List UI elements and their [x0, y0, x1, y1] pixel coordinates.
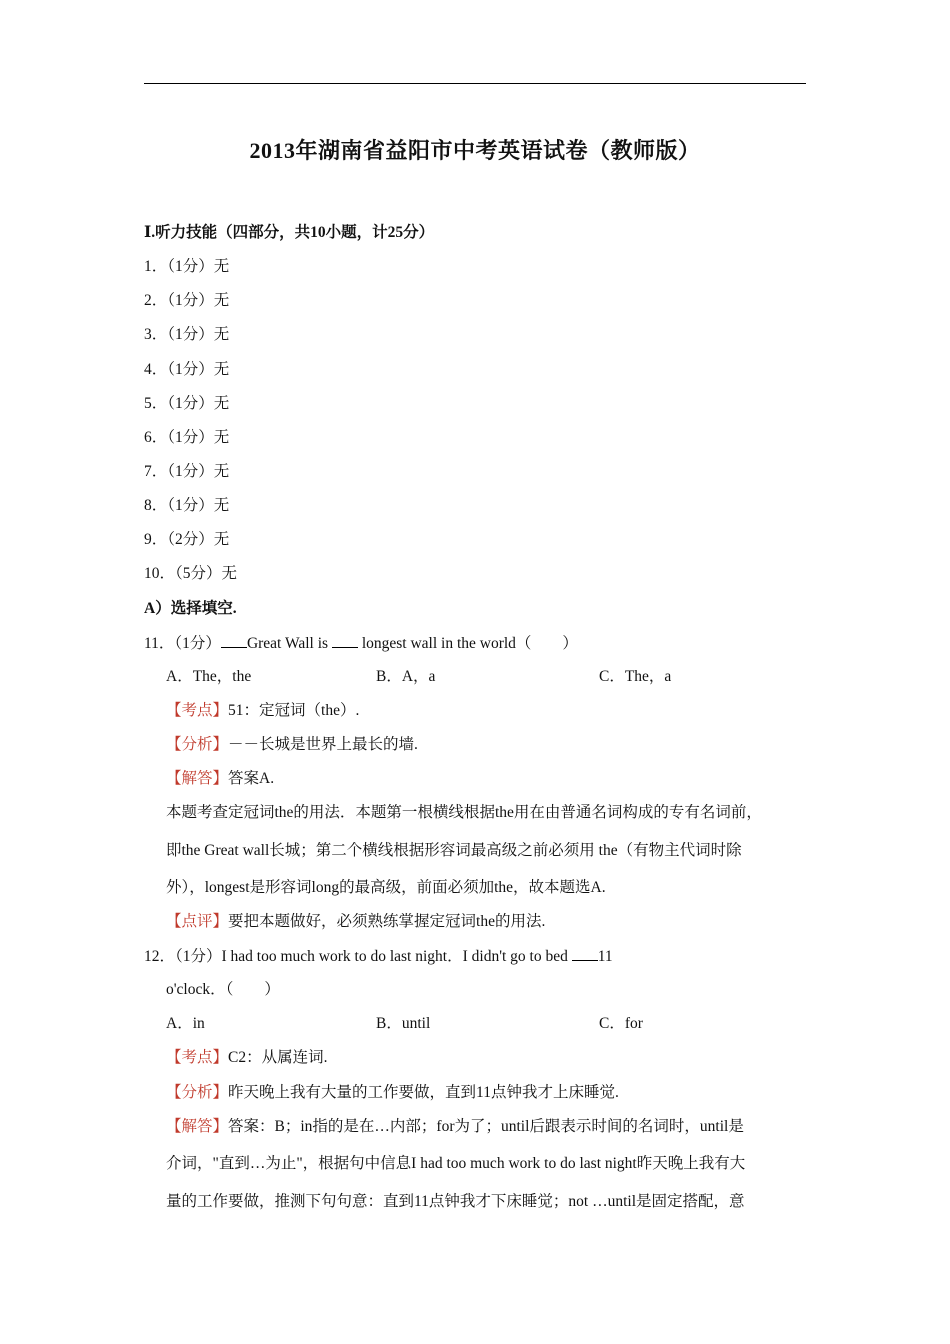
answer-blank [221, 633, 247, 648]
question-number: 11．（1分） [144, 635, 221, 652]
jieda-tag: 【解答】 [166, 770, 229, 787]
section-listening-heading: Ⅰ.听力技能（四部分，共10小题，计25分） [144, 224, 435, 241]
listening-item: 2．（1分）无 [144, 292, 230, 309]
page-title: 2013年湖南省益阳市中考英语试卷（教师版） [249, 138, 701, 163]
option-a: A．The，the [166, 668, 252, 685]
explanation-line: 量的工作要做，推测下句句意：直到11点钟我才下床睡觉；not …until是固定搭配，意 [166, 1193, 745, 1210]
question-12-stem: 12．（1分）I had too much work to do last night．I didn't go to bed 11 [144, 948, 613, 965]
listening-item: 6．（1分）无 [144, 429, 230, 446]
option-b: B．A，a [376, 668, 436, 685]
listening-item: 3．（1分）无 [144, 326, 230, 343]
header-rule [144, 83, 806, 84]
explanation-line: 外），longest是形容词long的最高级，前面必须加the，故本题选A. [166, 879, 606, 896]
listening-item: 5．（1分）无 [144, 395, 230, 412]
option-a: A．in [166, 1015, 205, 1032]
answer-blank [572, 946, 598, 961]
listening-item: 8．（1分）无 [144, 497, 230, 514]
jieda-line: 【解答】答案：B；in指的是在…内部；for为了；until后跟表示时间的名词时，until是 [166, 1118, 744, 1135]
question-11-stem: 11．（1分） Great Wall is longest wall in the world（ ） [144, 635, 578, 652]
fenxi-line: 【分析】－－长城是世界上最长的墙. [166, 736, 418, 753]
jieda-tag: 【解答】 [166, 1118, 229, 1135]
listening-item: 7．（1分）无 [144, 463, 230, 480]
fenxi-tag: 【分析】 [166, 736, 229, 753]
kaodian-tag: 【考点】 [166, 1049, 229, 1066]
fenxi-line: 【分析】昨天晚上我有大量的工作要做，直到11点钟我才上床睡觉. [166, 1084, 619, 1101]
listening-item: 1．（1分）无 [144, 258, 230, 275]
explanation-line: 介词，"直到…为止"，根据句中信息I had too much work to do last night昨天晚上我有大 [166, 1155, 746, 1172]
dianping-line: 【点评】要把本题做好，必须熟练掌握定冠词the的用法. [166, 913, 546, 930]
kaodian-tag: 【考点】 [166, 702, 229, 719]
kaodian-line: 【考点】51：定冠词（the）. [166, 702, 360, 719]
listening-item: 9．（2分）无 [144, 531, 230, 548]
listening-item: 4．（1分）无 [144, 361, 230, 378]
explanation-line: 本题考查定冠词the的用法．本题第一根横线根据the用在由普通名词构成的专有名词前， [166, 804, 762, 821]
dianping-tag: 【点评】 [166, 913, 229, 930]
question-12-stem-cont: o'clock．（ ） [166, 981, 280, 998]
section-a-heading: A）选择填空. [144, 600, 237, 617]
explanation-line: 即the Great wall长城；第二个横线根据形容词最高级之前必须用 the（有物主代词时除 [166, 842, 742, 859]
kaodian-line: 【考点】C2：从属连词. [166, 1049, 328, 1066]
listening-item: 10．（5分）无 [144, 565, 238, 582]
option-c: C．The，a [599, 668, 672, 685]
answer-blank [332, 633, 358, 648]
option-c: C．for [599, 1015, 643, 1032]
question-number: 12．（1分） [144, 948, 222, 965]
fenxi-tag: 【分析】 [166, 1084, 229, 1101]
option-b: B．until [376, 1015, 431, 1032]
jieda-line: 【解答】答案A. [166, 770, 275, 787]
